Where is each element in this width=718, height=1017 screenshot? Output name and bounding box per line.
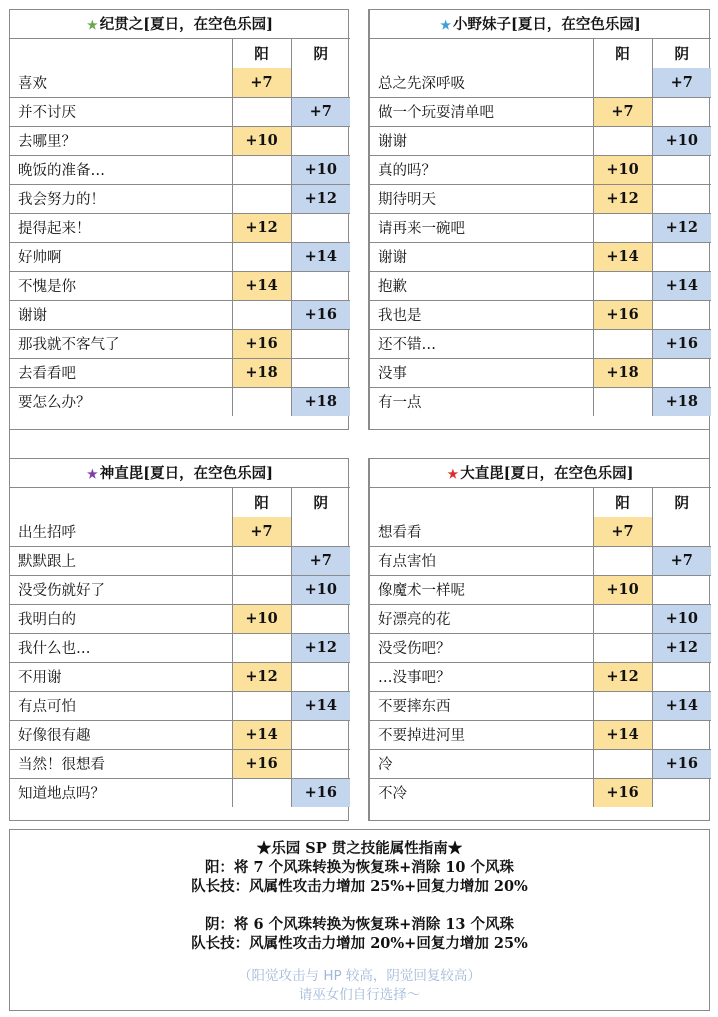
column-gutter-bottom	[348, 458, 369, 821]
table-row	[370, 184, 711, 213]
yang-value	[232, 778, 291, 807]
yang-value: +12	[593, 184, 652, 213]
yin-value: +12	[291, 184, 350, 213]
table-row	[10, 575, 350, 604]
panel-title	[10, 10, 350, 38]
yin-value: +10	[291, 575, 350, 604]
yin-value	[291, 749, 350, 778]
yang-value: +16	[232, 749, 291, 778]
yang-value: +14	[232, 720, 291, 749]
table-row	[370, 155, 711, 184]
option-text: 不冷	[370, 778, 593, 807]
skill-guide	[9, 829, 710, 1011]
option-text: 有点害怕	[370, 546, 593, 575]
option-text: 有点可怕	[10, 691, 232, 720]
option-text: 抱歉	[370, 271, 593, 300]
guide-yin-skill: 阴：将 6 个风珠转换为恢复珠+消除 13 个风珠	[204, 916, 515, 933]
table-row	[370, 300, 711, 329]
yang-value	[232, 633, 291, 662]
yin-value	[652, 662, 711, 691]
yang-value: +14	[593, 242, 652, 271]
option-text: 还不错…	[370, 329, 593, 358]
star-icon: ★	[440, 18, 452, 33]
yin-value	[291, 329, 350, 358]
panel-title-text: 大直毘[夏日，在空色乐园]	[460, 465, 634, 483]
yang-value: +12	[593, 662, 652, 691]
yang-value	[232, 300, 291, 329]
yin-value	[652, 720, 711, 749]
option-text: 要怎么办？	[10, 387, 232, 416]
option-text: 冷	[370, 749, 593, 778]
option-text: 知道地点吗？	[10, 778, 232, 807]
table-row	[10, 720, 350, 749]
yang-value	[232, 242, 291, 271]
spacer	[10, 896, 709, 915]
yin-value: +14	[652, 271, 711, 300]
yang-value: +14	[593, 720, 652, 749]
header-blank	[10, 38, 232, 68]
header-yin: 阴	[291, 38, 350, 68]
header-yin: 阴	[652, 38, 711, 68]
guide-yin-leader: 队长技：风属性攻击力增加 20%+回复力增加 25%	[191, 935, 528, 952]
option-text: 不要摔东西	[370, 691, 593, 720]
header-yang: 阳	[593, 38, 652, 68]
table-row	[370, 662, 711, 691]
table-row	[10, 691, 350, 720]
yin-value	[291, 358, 350, 387]
yang-value	[593, 271, 652, 300]
yin-value: +16	[652, 749, 711, 778]
option-text: 好漂亮的花	[370, 604, 593, 633]
guide-yang-leader: 队长技：风属性攻击力增加 25%+回复力增加 20%	[191, 878, 528, 895]
table-row	[10, 126, 350, 155]
option-text: 喜欢	[10, 68, 232, 97]
table-row	[10, 546, 350, 575]
header-blank	[370, 487, 593, 517]
yang-value: +7	[232, 517, 291, 546]
yang-value: +18	[593, 358, 652, 387]
yang-value: +14	[232, 271, 291, 300]
option-text: 有一点	[370, 387, 593, 416]
yang-value	[593, 213, 652, 242]
yang-value	[593, 633, 652, 662]
header-yang: 阳	[593, 487, 652, 517]
yang-value	[232, 575, 291, 604]
yin-value: +14	[652, 691, 711, 720]
yin-value	[291, 126, 350, 155]
yin-value: +7	[291, 97, 350, 126]
table-row	[370, 387, 711, 416]
option-text: 没受伤吧？	[370, 633, 593, 662]
table-row	[10, 749, 350, 778]
table-row	[10, 778, 350, 807]
yin-value	[652, 97, 711, 126]
option-text: 像魔术一样呢	[370, 575, 593, 604]
yin-value: +7	[652, 68, 711, 97]
panel-imoko	[369, 9, 710, 430]
option-text: 晚饭的准备…	[10, 155, 232, 184]
table-row	[370, 97, 711, 126]
option-text: 谢谢	[370, 126, 593, 155]
table-row	[10, 213, 350, 242]
yin-value: +10	[291, 155, 350, 184]
header-blank	[370, 38, 593, 68]
table-row	[370, 604, 711, 633]
option-text: 没受伤就好了	[10, 575, 232, 604]
header-blank	[10, 487, 232, 517]
yang-value: +12	[232, 662, 291, 691]
yin-value: +16	[652, 329, 711, 358]
yin-value	[652, 778, 711, 807]
yang-value	[232, 184, 291, 213]
guide-note: （阳觉攻击与 HP 较高，阴觉回复较高）	[238, 968, 481, 984]
option-text: 我明白的	[10, 604, 232, 633]
yang-value	[232, 97, 291, 126]
yang-value: +10	[232, 604, 291, 633]
yin-value: +7	[291, 546, 350, 575]
table-row	[370, 213, 711, 242]
table-row	[10, 633, 350, 662]
option-text: 不要掉进河里	[370, 720, 593, 749]
yin-value	[291, 68, 350, 97]
yang-value: +16	[593, 300, 652, 329]
option-text: 我也是	[370, 300, 593, 329]
yang-value	[232, 387, 291, 416]
yang-value	[232, 155, 291, 184]
table-row	[370, 517, 711, 546]
option-text: 并不讨厌	[10, 97, 232, 126]
table-row	[370, 691, 711, 720]
section-separator	[9, 430, 710, 458]
yang-value	[593, 691, 652, 720]
yin-value	[291, 662, 350, 691]
panel-title-text: 神直毘[夏日，在空色乐园]	[99, 465, 273, 483]
option-text: 请再来一碗吧	[370, 213, 593, 242]
yin-value	[291, 604, 350, 633]
header-yang: 阳	[232, 487, 291, 517]
option-text: 我什么也…	[10, 633, 232, 662]
yin-value	[291, 213, 350, 242]
yang-value	[593, 604, 652, 633]
yin-value	[291, 271, 350, 300]
yang-value: +10	[593, 155, 652, 184]
yang-value: +10	[593, 575, 652, 604]
table-row	[370, 633, 711, 662]
panel-oonaobi	[369, 458, 710, 821]
table-row	[10, 387, 350, 416]
table-row	[10, 662, 350, 691]
option-text: 我会努力的！	[10, 184, 232, 213]
option-text: 出生招呼	[10, 517, 232, 546]
yin-value	[291, 517, 350, 546]
yin-value	[652, 184, 711, 213]
yin-value: +18	[291, 387, 350, 416]
table-row	[370, 546, 711, 575]
option-text: 想看看	[370, 517, 593, 546]
table-row	[10, 300, 350, 329]
yin-value	[652, 300, 711, 329]
yang-value: +16	[593, 778, 652, 807]
table-row	[370, 575, 711, 604]
yin-value	[291, 720, 350, 749]
option-text: 做一个玩耍清单吧	[370, 97, 593, 126]
option-text: 那我就不客气了	[10, 329, 232, 358]
option-text: 好帅啊	[10, 242, 232, 271]
option-text: 默默跟上	[10, 546, 232, 575]
table-row	[10, 604, 350, 633]
yang-value	[593, 546, 652, 575]
yin-value	[652, 517, 711, 546]
option-text: …没事吧？	[370, 662, 593, 691]
yin-value: +7	[652, 546, 711, 575]
yang-value	[593, 749, 652, 778]
header-yang: 阳	[232, 38, 291, 68]
yin-value: +16	[291, 778, 350, 807]
option-text: 谢谢	[370, 242, 593, 271]
option-text: 谢谢	[10, 300, 232, 329]
yin-value: +12	[652, 633, 711, 662]
panel-title-text: 小野妹子[夏日，在空色乐园]	[453, 16, 641, 34]
panel-title	[10, 459, 350, 487]
yang-value: +18	[232, 358, 291, 387]
column-gutter-top	[348, 9, 369, 430]
yang-value	[232, 691, 291, 720]
table-row	[370, 242, 711, 271]
table-row	[370, 749, 711, 778]
option-text: 不用谢	[10, 662, 232, 691]
table-row	[370, 126, 711, 155]
option-text: 真的吗？	[370, 155, 593, 184]
yin-value: +12	[291, 633, 350, 662]
table-row	[10, 184, 350, 213]
panel-title	[370, 10, 711, 38]
yang-value	[232, 546, 291, 575]
table-row	[370, 358, 711, 387]
yin-value: +10	[652, 604, 711, 633]
guide-note-2: 请巫女们自行选择～	[298, 987, 421, 1003]
option-text: 期待明天	[370, 184, 593, 213]
panel-title-text: 纪贯之[夏日，在空色乐园]	[99, 16, 273, 34]
guide-title: ★乐园 SP 贯之技能属性指南★	[256, 840, 463, 857]
table-row	[370, 720, 711, 749]
header-yin: 阴	[291, 487, 350, 517]
table-row	[10, 358, 350, 387]
option-text: 没事	[370, 358, 593, 387]
table-row	[10, 517, 350, 546]
yang-value	[593, 68, 652, 97]
yin-value	[652, 575, 711, 604]
yang-value: +7	[232, 68, 291, 97]
yin-value: +16	[291, 300, 350, 329]
option-text: 去哪里？	[10, 126, 232, 155]
table-row	[10, 155, 350, 184]
header-yin: 阴	[652, 487, 711, 517]
option-text: 提得起来！	[10, 213, 232, 242]
yang-value	[593, 329, 652, 358]
table-row	[10, 329, 350, 358]
panel-kamunaobi	[9, 458, 349, 821]
table-row	[10, 242, 350, 271]
yang-value: +16	[232, 329, 291, 358]
panel-tsurayuki	[9, 9, 349, 430]
yin-value	[652, 155, 711, 184]
yin-value	[652, 242, 711, 271]
table-row	[370, 68, 711, 97]
option-text: 好像很有趣	[10, 720, 232, 749]
star-icon: ★	[447, 467, 459, 482]
yin-value	[652, 358, 711, 387]
table-row	[10, 271, 350, 300]
option-text: 当然！很想看	[10, 749, 232, 778]
yin-value: +18	[652, 387, 711, 416]
option-text: 不愧是你	[10, 271, 232, 300]
table-row	[370, 271, 711, 300]
yin-value: +12	[652, 213, 711, 242]
yang-value: +12	[232, 213, 291, 242]
option-text: 去看看吧	[10, 358, 232, 387]
table-row	[370, 329, 711, 358]
yang-value: +7	[593, 97, 652, 126]
panel-title	[370, 459, 711, 487]
star-icon: ★	[87, 18, 98, 33]
yin-value: +14	[291, 242, 350, 271]
option-text: 总之先深呼吸	[370, 68, 593, 97]
yang-value	[593, 387, 652, 416]
yang-value: +10	[232, 126, 291, 155]
table-row	[370, 778, 711, 807]
star-icon: ★	[87, 467, 98, 482]
yin-value: +10	[652, 126, 711, 155]
table-row	[10, 97, 350, 126]
yin-value: +14	[291, 691, 350, 720]
yang-value: +7	[593, 517, 652, 546]
yang-value	[593, 126, 652, 155]
table-row	[10, 68, 350, 97]
guide-yang-skill: 阳：将 7 个风珠转换为恢复珠+消除 10 个风珠	[204, 859, 515, 876]
